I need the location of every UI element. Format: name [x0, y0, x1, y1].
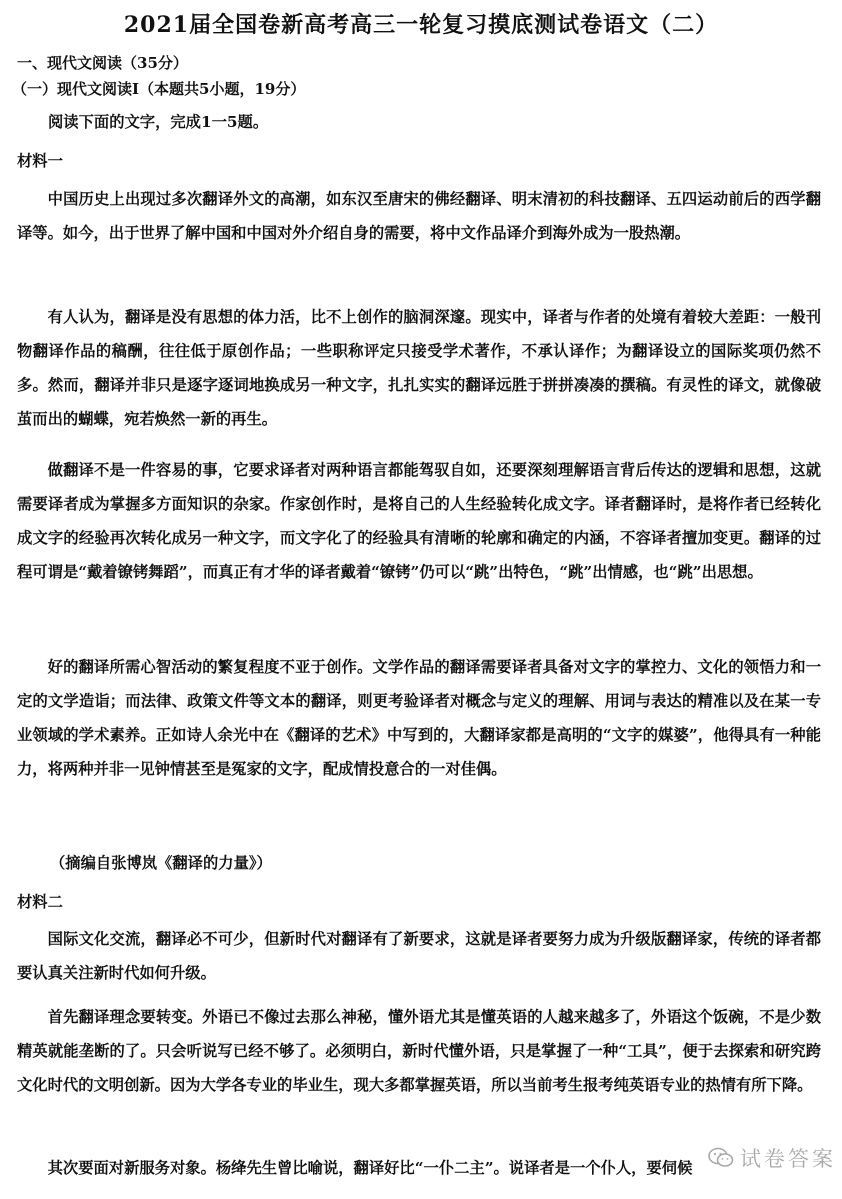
watermark [708, 1143, 836, 1173]
material-two-paragraph: 国际文化交流，翻译必不可少，但新时代对翻译有了新要求，这就是译者要努力成为升级版翻译家，传统的译者都要认真关注新时代如何升级。 [17, 930, 821, 982]
material-two-label: 材料二 [17, 893, 63, 911]
material-two-paragraph: 首先翻译理念要转变。外语已不像过去那么神秘，懂外语尤其是懂英语的人越来越多了，外语这个饭碗，不是少数精英就能垄断的了。只会听说写已经不够了。必须明白，新时代懂外语，只是掌握了一种“工具”，便于去探索和研究跨文化时代的文明创新。因为大学各专业的毕业生，现大多都掌握英语，所以当前考生报考纯英语专业的热情有所下降。 [17, 1008, 821, 1094]
material-one-paragraph: 中国历史上出现过多次翻译外文的高潮，如东汉至唐宋的佛经翻译、明末清初的科技翻译、五四运动前后的西学翻译等。如今，出于世界了解中国和中国对外介绍自身的需要，将中文作品译介到海外成为一股热潮。 [17, 190, 821, 242]
material-one-paragraph: 好的翻译所需心智活动的繁复程度不亚于创作。文学作品的翻译需要译者具备对文字的掌控力、文化的领悟力和一定的文学造诣；而法律、政策文件等文本的翻译，则更考验译者对概念与定义的理解、用词与表达的精准以及在某一专业领域的学术素养。正如诗人余光中在《翻译的艺术》中写到的，大翻译家都是高明的“文字的媒婆”，他得具有一种能力，将两种并非一见钟情甚至是冤家的文字，配成情投意合的一对佳偶。 [17, 658, 821, 778]
material-one-paragraph: 做翻译不是一件容易的事，它要求译者对两种语言都能驾驭自如，还要深刻理解语言背后传达的逻辑和思想，这就需要译者成为掌握多方面知识的杂家。作家创作时，是将自己的人生经验转化成文字。译者翻译时，是将作者已经转化成文字的经验再次转化成另一种文字，而文字化了的经验具有清晰的轮廓和确定的内涵，不容译者擅加变更。翻译的过程可谓是“戴着镣铐舞蹈”，而真正有才华的译者戴着“镣铐”仍可以“跳”出特色，“跳”出情感，也“跳”出思想。 [17, 461, 821, 581]
material-one-label: 材料一 [17, 152, 63, 170]
subsection-heading: （一）现代文阅读Ⅰ（本题共5小题，19分） [12, 80, 306, 98]
watermark-text: 试卷答案 [740, 1147, 836, 1171]
reading-instruction: 阅读下面的文字，完成1一5题。 [48, 113, 269, 131]
section-heading: 一、现代文阅读（35分） [17, 54, 188, 72]
material-two-paragraph: 其次要面对新服务对象。杨绛先生曾比喻说，翻译好比“一仆二主”。说译者是一个仆人，要伺候 [47, 1159, 693, 1177]
material-one-paragraph: 有人认为，翻译是没有思想的体力活，比不上创作的脑洞深邃。现实中，译者与作者的处境有着较大差距：一般刊物翻译作品的稿酬，往往低于原创作品；一些职称评定只接受学术著作，不承认译作；为翻译设立的国际奖项仍然不多。然而，翻译并非只是逐字逐词地换成另一种文字，扎扎实实的翻译远胜于拼拼凑凑的撰稿。有灵性的译文，就像破茧而出的蝴蝶，宛若焕然一新的再生。 [17, 308, 821, 428]
exam-title: 2021届全国卷新高考高三一轮复习摸底测试卷语文（二） [123, 12, 719, 38]
source-citation: （摘编自张博岚《翻译的力量》） [50, 854, 272, 872]
wechat-icon [708, 1147, 734, 1169]
